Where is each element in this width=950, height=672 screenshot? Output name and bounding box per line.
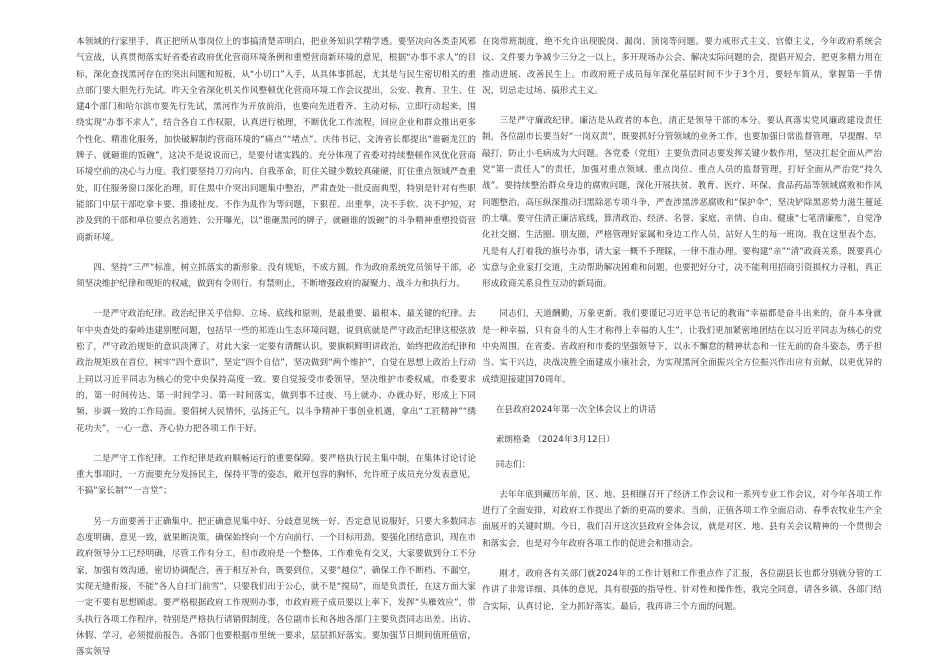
paragraph: 去年年底到藏历年前，区、地、县相继召开了经济工作会议和一系列专业工作会议，对今年各项工作进行了全面安排，对政府工作提出了新的更高的要求。当前，正值各项工作全面启动、春季农牧业生产全面展开的关键时期。今日，我们召开这次县政府全体会议，就是对区、地、县有关会议精神的一个贯彻会和落实会，也是对今年政府各项工作的促进会和推动会。 <box>482 489 882 549</box>
paragraph: 在岗带班制度，绝不允许出现脱岗、漏岗、顶岗等问题。要力戒形式主义、官僚主义，今年政府系统会议、文件要力争减少三分之一以上，多开现场办公会、解决实际问题的会，提倡开短会，把更多精力用在推动进展、改善民生上。市政府班子成员每年深化基层时间不少于3个月，要轻车简从，掌握第一手情况，切忌走过场、搞形式主义。 <box>482 37 882 96</box>
greeting: 同志们： <box>495 459 531 470</box>
paragraph: 本领域的行家里手，真正把所从事岗位上的事搞清楚弄明白，把业务知识学精学透。要坚决向各类歪风邪气宣战，认真贯彻落实好省委省政府优化营商环境条例和重塑营商新环境的意见，根据“办事不求人”的目标，深化查找黑河存在的突出问题和短板，从“小切口”入手，从具体事抓起，尤其是与民生密切相关的重点部门要大胆先行先试。昨天全省深化机关作风整顿优化营商环境工作会议提出，公安、教育、卫生、住建4个部门和哈尔滨市要先行先试，黑河作为开放前沿，也要向先进看齐、主动对标，立即行动起来，围绕实现“办事不求人”，结合各自工作权限，认真进行梳理，不断优化工作流程，回应企业和群众推出更多个性化、精准化服务，加快破解制约营商环境的“痛点”“堵点”。庆伟书记、文涛省长都提出“谁砸龙江的牌子、就砸谁的饭碗”，这决不是说说而已，是要付诸实践的。充分体现了省委对持续整顿作风优化营商环境空前的决心与力度。我们要坚持刀刃向内、自我革命，盯住关键少数较真碰硬，盯住重点领域严查重处，盯住服务窗口深化治理，盯住黑中介突出问题集中整治，严肃查处一批反面典型，特别是针对有些职能部门中层干部吃拿卡要、推诿扯皮、不作为乱作为等问题，下狠茬、出重拳，决不手软、决不护短，对涉及到的干部和单位要点名道姓、公开曝光，以“谁砸黑河的牌子，就砸谁的饭碗”的斗争精神重塑投资营商新环境。 <box>76 37 476 243</box>
paragraph: 四、坚持“三严”标准，树立抓落实的新形象。没有规矩，不成方圆。作为政府系统党员领导干部，必须坚决维护纪律和规矩的权威，做到有令则行、有禁则止，不断增强政府的凝聚力、战斗力和执行力。 <box>76 262 476 290</box>
author-date: 索朗格桑 （2024年3月12日） <box>495 435 615 446</box>
speech-title: 在县政府2024年第一次全体会议上的讲话 <box>495 404 657 415</box>
paragraph: 刚才，政府各有关部门就2024年的工作计划和工作重点作了汇报，各位副县长也都分别就分管的工作讲了非常详细、具体的意见，具有很强的指导性、针对性和操作性，我完全同意，请各乡镇、各部门结合实际，认真讨论，全力抓好落实。最后，我再讲三个方面的问题。 <box>482 569 882 612</box>
paragraph: 二是严守工作纪律。工作纪律是政府顺畅运行的重要保障。要严格执行民主集中制，在集体讨论讨论重大事项时，一方面要充分发扬民主，保持平等的姿态，敞开包容的胸怀，允许班子成员充分发表意见，不搞“家长制”“一言堂”； <box>76 453 476 497</box>
left-column <box>76 34 476 660</box>
right-column <box>482 34 882 615</box>
paragraph: 一是严守政治纪律。政治纪律关乎信仰、立场、底线和原则，是最重要、最根本、最关键的纪律。去年中央查处的秦岭违建别墅问题，包括早一些的祁连山生态环境问题，说到底就是严守政治纪律这根弦放松了，严守政治规矩的意识淡薄了，对此大家一定要有清醒认识。要旗帜鲜明讲政治，始终把政治纪律和政治规矩放在首位，树牢“四个意识”，坚定“四个自信”，坚决做到“两个维护”，自觉在思想上政治上行动上同以习近平同志为核心的党中央保持高度一致。要自觉接受市委领导，坚决维护市委权威，市委要求的，第一时间传达、第一时间学习、第一时间落实，做到事不过夜、马上就办、办就办好，形成上下同频、步调一致的工作局面。要倡树人民情怀，弘扬正气，以斗争精神干事创业机遇，拿出“工匠精神”“绣花功夫”，一心一意、齐心协力把各项工作干好。 <box>76 309 476 434</box>
paragraph: 同志们，天道酬勤，万象更新。我们要谨记习近平总书记的教诲“幸福都是奋斗出来的，奋斗本身就是一种幸福，只有奋斗的人生才称得上幸福的人生”，让我们更加紧密地团结在以习近平同志为核心的党中央周围，在省委、省政府和市委的坚强领导下，以永不懈怠的精神状态和一往无前的奋斗姿态，勇于担当、实干兴边，决战决胜全面建成小康社会，为实现黑河全面振兴全方位振兴作出应有贡献，以更优异的成绩迎接建国70周年。 <box>482 309 882 385</box>
paragraph: 三是严守廉政纪律。廉洁是从政者的本色，清正是领导干部的本分。要认真落实党风廉政建设责任制，各位副市长要当好“一岗双责”，既要抓好分管领域的业务工作，也要加强日常监督管理，早提醒、早敲打，防止小毛病成为大问题。各党委（党组）主要负责同志要发挥关键少数作用，坚决扛起全面从严治党“第一责任人”的责任，加强对重点领域、重点岗位、重点人员的监督管理，打好全面从严治党“持久战”。要持续整治群众身边的腐败问题，深化开展扶贫、教育、医疗、环保、食品药品等领域腐败和作风问题整治，高压纵深推动扫黑除恶专项斗争，严查涉黑涉恶腐败和“保护伞”，坚决铲除黑恶势力滋生蔓延的土壤。要守住清正廉洁底线，算清政治、经济、名誉、家庭、亲情、自由、健康“七笔清廉账”，自觉净化社交圈、生活圈、朋友圈，严格管理好家属和身边工作人员，站好人生的每一班岗。我在这里表个态，凡是有人打着我的旗号办事，请大家一概不予理睬，一律不准办理。要构建“亲”“清”政商关系，既要真心实意与企业家打交道，主动帮助解决困难和问题，也要把好分寸，决不能利用招商引资损权力寻租，真正形成政商关系良性互动的新局面。 <box>482 116 882 290</box>
paragraph: 另一方面要善于正确集中。把正确意见集中好、分歧意见统一好、否定意见说服好，只要大多数同志态度明确、意见一致，就果断决策，确保始终向一个方向前行、一个目标用劲。要强化团结意识，现在市政府领导分工已经明确，尽管工作有分工，但市政府是一个整体，工作难免有交叉，大家要做到分工不分家，加强有效沟通，密切协调配合，善于相互补台，既要到位，又要“越位”，确保工作不断档、不漏空，实现无缝衔接，不能“各人自扫门前雪”，只要我们出于公心，就不是“搅局”，而是负责任，在这方面大家一定不要有思想顾虑。要严格根据政府工作规则办事，市政府班子成员要以上率下，发挥“头雁效应”，带头执行各项工作程序，特别是严格执行请销假制度，各位副市长和各地各部门主要负责同志出差、出访、休假、学习，必须提前报告。各部门也要根据市里统一要求，层层抓好落实。要加强节日期间值班值宿，落实领导 <box>76 516 476 658</box>
